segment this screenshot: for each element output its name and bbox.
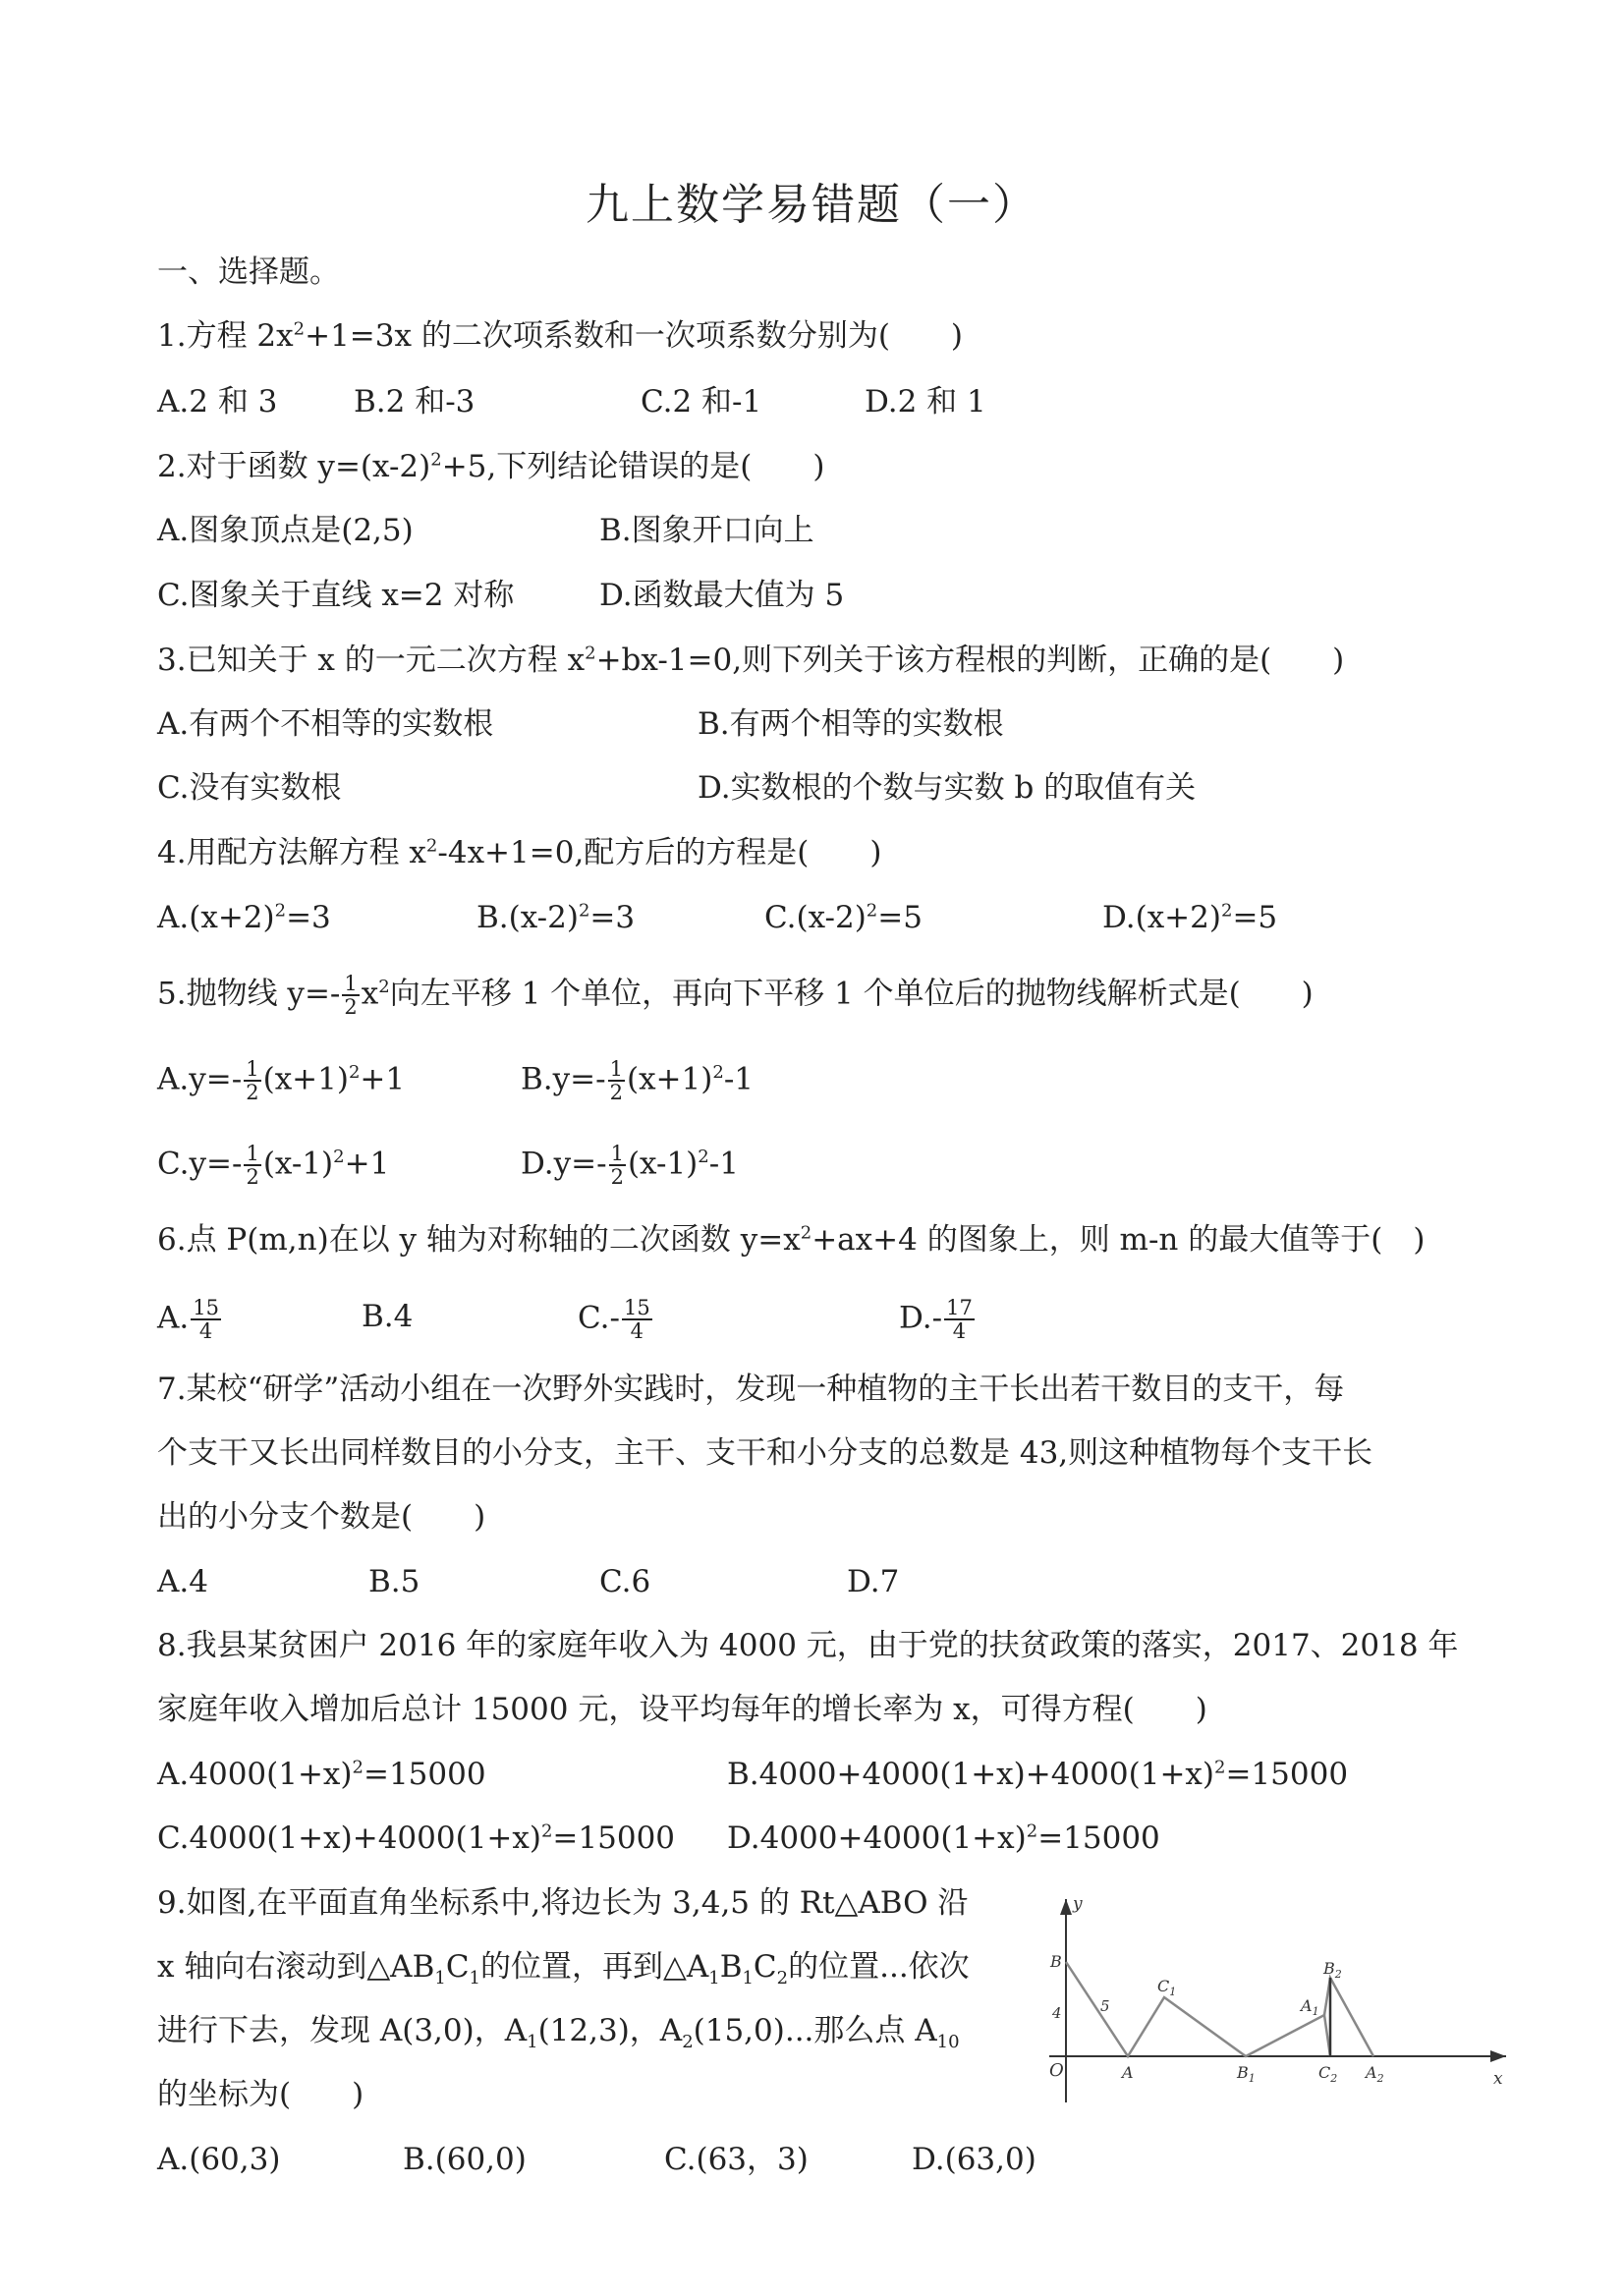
q3-option-c[interactable]: C.没有实数根 xyxy=(157,770,342,806)
q8-option-d[interactable]: $D.4000+4000(1+x)^2=15000$ xyxy=(727,1820,1160,1856)
question-4: 4.用配方法解方程 $x^2-4x+1=0$,配方后的方程是( ) xyxy=(157,835,882,870)
question-6: 6.点 P(m,n)在以 y 轴为对称轴的二次函数 $y=x^2+ax+4$ 的图象上，则 m-n 的最大值等于( ) xyxy=(157,1222,1426,1258)
q3-option-d[interactable]: D.实数根的个数与实数 b 的取值有关 xyxy=(698,770,1197,806)
side-4-label: 4 xyxy=(1052,2004,1062,2022)
point-a2-label: $A_2$ xyxy=(1366,2063,1384,2085)
question-8-line-2: 家庭年收入增加后总计 15000 元，设平均每年的增长率为 x，可得方程( ) xyxy=(157,1692,1207,1727)
point-b2-label: $B_2$ xyxy=(1323,1959,1342,1981)
q8-option-a[interactable]: $A.4000(1+x)^2=15000$ xyxy=(157,1757,486,1792)
q2-option-c[interactable]: C.图象关于直线 x=2 对称 xyxy=(157,578,515,613)
question-1: 1.方程 $2x^2+1=3x$ 的二次项系数和一次项系数分别为( ) xyxy=(157,318,964,354)
q8-option-b[interactable]: $B.4000+4000(1+x)+4000(1+x)^2=15000$ xyxy=(727,1757,1349,1792)
question-9-line-3: 进行下去，发现 A(3,0)，$A_1(12,3)$，$A_2(15,0)$...那么点 $A_{10}$ xyxy=(157,2013,960,2053)
q3-option-b[interactable]: B.有两个相等的实数根 xyxy=(698,706,1004,742)
q9-option-d[interactable]: D.(63,0) xyxy=(912,2142,1036,2177)
fraction: $\frac{17}{4}$ xyxy=(946,1296,973,1343)
fraction: $\frac{1}{2}$ xyxy=(246,1057,259,1104)
side-5-label: 5 xyxy=(1100,1997,1110,2015)
q4-option-d[interactable]: $D.(x+2)^2=5$ xyxy=(1102,900,1278,935)
rolling-triangle-figure xyxy=(1039,1891,1511,2117)
q1-option-b[interactable]: B.2 和-3 xyxy=(354,384,476,420)
q7-option-d[interactable]: D.7 xyxy=(847,1564,900,1599)
fraction: $\frac{1}{2}$ xyxy=(246,1142,259,1189)
rolling-path-2 xyxy=(1324,1978,1373,2056)
question-3: 3.已知关于 x 的一元二次方程 $x^2+bx-1=0$,则下列关于该方程根的判断，正确的是( ) xyxy=(157,643,1345,678)
page-title: 九上数学易错题（一） xyxy=(586,180,1037,230)
q8-option-c[interactable]: $C.4000(1+x)+4000(1+x)^2=15000$ xyxy=(157,1820,676,1856)
question-7-line-3: 出的小分支个数是( ) xyxy=(157,1499,486,1535)
q5-option-c[interactable]: C.y=- $\frac{1}{2}$ $(x-1)^2+1$ xyxy=(157,1142,390,1189)
q1-option-d[interactable]: D.2 和 1 xyxy=(865,384,986,420)
q5-option-b[interactable]: B.y=- $\frac{1}{2}$ $(x+1)^2-1$ xyxy=(521,1057,755,1104)
question-5: 5.抛物线 y=- $\frac{1}{2}$ $x^2$向左平移 1 个单位，再向下平移 1 个单位后的抛物线解析式是( ) xyxy=(157,972,1314,1019)
fraction: $\frac{15}{4}$ xyxy=(193,1296,219,1343)
q3-option-a[interactable]: A.有两个不相等的实数根 xyxy=(157,706,494,742)
q9-option-b[interactable]: B.(60,0) xyxy=(403,2142,527,2177)
question-9-line-1: 9.如图,在平面直角坐标系中,将边长为 3,4,5 的 Rt△ABO 沿 xyxy=(157,1885,969,1921)
point-b1-label: $B_1$ xyxy=(1237,2063,1256,2085)
y-label: y xyxy=(1073,1894,1083,1914)
point-a-label: A xyxy=(1122,2063,1134,2082)
fraction: $\frac{1}{2}$ xyxy=(609,1057,623,1104)
q6-option-a[interactable]: A. $\frac{15}{4}$ xyxy=(157,1296,219,1343)
q7-option-b[interactable]: B.5 xyxy=(368,1564,420,1599)
point-a1-label: $A_1$ xyxy=(1301,1996,1319,2018)
q7-option-c[interactable]: C.6 xyxy=(599,1564,651,1599)
q4-option-a[interactable]: $A.(x+2)^2=3$ xyxy=(157,900,331,935)
fraction: $\frac{1}{2}$ xyxy=(610,1142,624,1189)
point-c2-label: $C_2$ xyxy=(1318,2063,1338,2085)
q9-option-a[interactable]: A.(60,3) xyxy=(157,2142,281,2177)
question-9-line-4: 的坐标为( ) xyxy=(157,2077,364,2112)
x-label: x xyxy=(1493,2069,1503,2089)
question-7-line-2: 个支干又长出同样数目的小分支，主干、支干和小分支的总数是 43,则这种植物每个支干长 xyxy=(157,1435,1373,1471)
q9-option-c[interactable]: C.(63，3) xyxy=(664,2142,809,2177)
q2-option-d[interactable]: D.函数最大值为 5 xyxy=(599,578,845,613)
question-7-line-1: 7.某校“研学”活动小组在一次野外实践时，发现一种植物的主干长出若干数目的支干，每 xyxy=(157,1372,1345,1407)
q4-option-c[interactable]: $C.(x-2)^2=5$ xyxy=(764,900,923,935)
fraction: $\frac{1}{2}$ xyxy=(344,972,358,1019)
q6-option-d[interactable]: D.- $\frac{17}{4}$ xyxy=(899,1296,973,1343)
question-9-line-2: x 轴向右滚动到$\triangle AB_1C_1$的位置，再到$\triangle A_1B_1C_2$的位置...依次 xyxy=(157,1949,970,1989)
q7-option-a[interactable]: A.4 xyxy=(157,1564,208,1599)
q2-option-b[interactable]: B.图象开口向上 xyxy=(599,513,814,548)
q5-option-a[interactable]: A.y=- $\frac{1}{2}$ $(x+1)^2+1$ xyxy=(157,1057,406,1104)
q1-option-a[interactable]: A.2 和 3 xyxy=(157,384,278,420)
point-b-label: B xyxy=(1050,1952,1062,1971)
question-8-line-1: 8.我县某贫困户 2016 年的家庭年收入为 4000 元，由于党的扶贫政策的落实，2017、2018 年 xyxy=(157,1628,1459,1663)
q4-option-b[interactable]: $B.(x-2)^2=3$ xyxy=(476,900,636,935)
question-2: 2.对于函数 $y=(x-2)^2+5$,下列结论错误的是( ) xyxy=(157,449,825,484)
section-heading: 一、选择题。 xyxy=(157,254,340,290)
q5-option-d[interactable]: D.y=- $\frac{1}{2}$ $(x-1)^2-1$ xyxy=(521,1142,739,1189)
q6-option-b[interactable]: B.4 xyxy=(362,1299,414,1334)
fraction: $\frac{15}{4}$ xyxy=(623,1296,650,1343)
q6-option-c[interactable]: C.- $\frac{15}{4}$ xyxy=(578,1296,650,1343)
q1-option-c[interactable]: C.2 和-1 xyxy=(641,384,762,420)
q2-option-a[interactable]: A.图象顶点是(2,5) xyxy=(157,513,414,548)
point-c1-label: $C_1$ xyxy=(1157,1977,1177,1998)
origin-label: O xyxy=(1049,2060,1064,2081)
